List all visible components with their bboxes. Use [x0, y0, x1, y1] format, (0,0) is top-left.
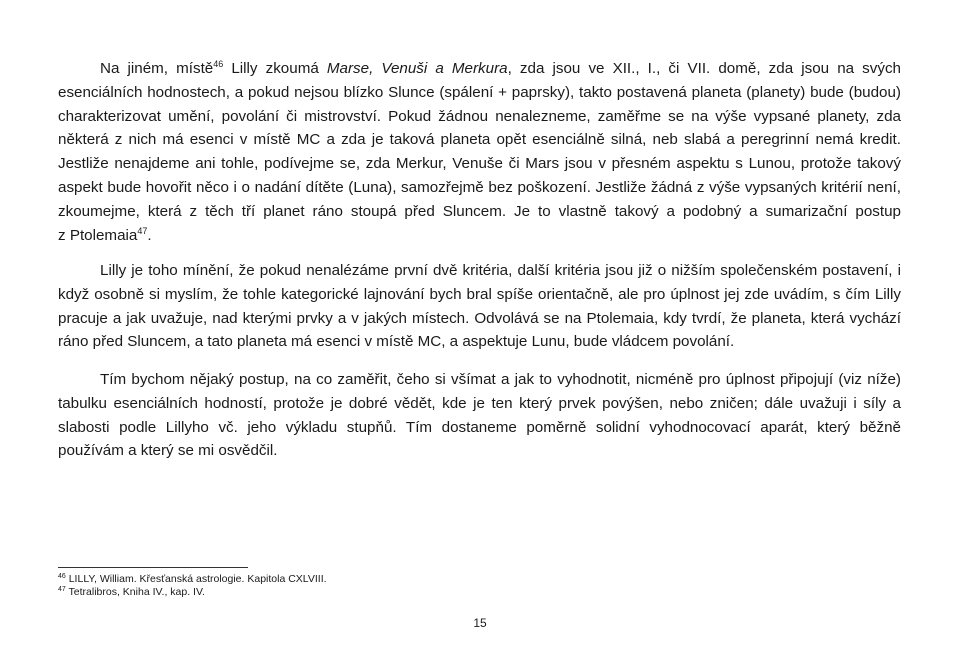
text-segment: Lilly je toho mínění, že pokud nenalézáme první dvě kritéria, další kritéria jsou již o nižším společenském postavení, i [100, 262, 901, 279]
footnote-47 [58, 586, 327, 599]
text-segment: . [147, 226, 152, 244]
text-line [58, 416, 901, 440]
text-segment: charakterizovat umění, povolání či mistrovství. Pokud žádnou nenalezneme, zaměřme se na výše vypsané planety, zda [58, 107, 901, 125]
paragraph-3 [58, 368, 901, 463]
text-segment: slabosti podle Lillyho vč. jeho výkladu stupňů. Tím dostaneme poměrně solidní vyhodnocovací aparát, který běžně [58, 418, 901, 436]
text-line [58, 259, 901, 283]
text-segment: , zda jsou ve XII., I., či VII. domě, zda jsou na svých [507, 60, 901, 77]
text-line [58, 128, 901, 152]
footnote-46 [58, 573, 327, 586]
text-line [58, 200, 901, 224]
footnote-separator [58, 567, 248, 568]
text-segment: esenciálních hodnostech, a pokud nejsou blízko Slunce (spálení + paprsky), takto postavená planeta (planety) bude (budou) [58, 83, 901, 101]
footnote-number: 47 [58, 586, 66, 593]
text-line [58, 152, 901, 176]
text-line [58, 439, 901, 463]
text-segment: Lilly zkoumá [223, 60, 327, 77]
text-segment: Jestliže nenajdeme ani tohle, podívejme se, zda Merkur, Venuše či Mars jsou v přesném aspektu s Lunou, protože takový [58, 155, 901, 173]
footnote-reference: 46 [213, 59, 224, 69]
text-segment: používám a který se mi osvědčil. [58, 442, 278, 460]
footnote-text: Tetralibros, Kniha IV., kap. IV. [68, 586, 205, 598]
text-line [58, 283, 901, 307]
footnote-reference: 47 [137, 225, 148, 236]
text-line [58, 368, 901, 392]
text-segment: tabulku esenciálních hodností, protože je dobré vědět, kde je ten který prvek povýšen, nebo zničen; dále uvažuji i síly a [58, 394, 901, 412]
text-segment: zkoumejme, která z těch tří planet ráno stoupá před Sluncem. Je to vlastně takový a podobný a sumarizační postup [58, 202, 901, 220]
text-segment: Na jiném, místě [100, 60, 214, 77]
text-segment: když osobně si myslím, že tohle kategorické lajnování bych bral spíše orientačně, ale pro úplnost jej zde uvádím, s čím Lilly [58, 285, 901, 303]
italic-text: Marse, Venuši a Merkura [326, 60, 508, 77]
text-line [58, 176, 901, 200]
text-line [58, 330, 901, 354]
text-segment: ráno před Sluncem, a tato planeta má esenci v místě MC, a aspektuje Lunu, bude vládcem povolání. [58, 333, 735, 351]
text-segment: aspekt bude hovořit něco i o nadání dítěte (Luna), samozřejmě bez poškození. Jestliže žádná z výše vypsaných kritérií není, [58, 178, 901, 196]
text-segment: pracuje a jak uvažuje, nad kterými prvky a v jakých místech. Odvolává se na Ptolemaia, kdy tvrdí, že planeta, která vychází [58, 309, 901, 327]
text-line [58, 57, 901, 81]
footnotes [58, 573, 327, 599]
text-line [58, 392, 901, 416]
paragraph-2 [58, 259, 901, 354]
text-segment: Tím bychom nějaký postup, na co zaměřit, čeho si všímat a jak to vyhodnotit, nicméně pro úplnost připojují (viz níže) [100, 371, 901, 388]
text-line [58, 105, 901, 129]
text-segment: některá z nich má esenci v místě MC a zda je taková planeta opět esenciálně silná, neb slabá a peregrinní nemá kredit. [58, 131, 901, 149]
footnote-text: LILLY, William. Křesťanská astrologie. Kapitola CXLVIII. [68, 573, 327, 585]
text-segment: z Ptolemaia [58, 226, 138, 244]
paragraph-1 [58, 57, 901, 247]
page-number: 15 [473, 616, 487, 630]
text-line [58, 224, 901, 248]
text-line [58, 81, 901, 105]
footnote-number: 46 [58, 573, 66, 580]
text-line [58, 307, 901, 331]
